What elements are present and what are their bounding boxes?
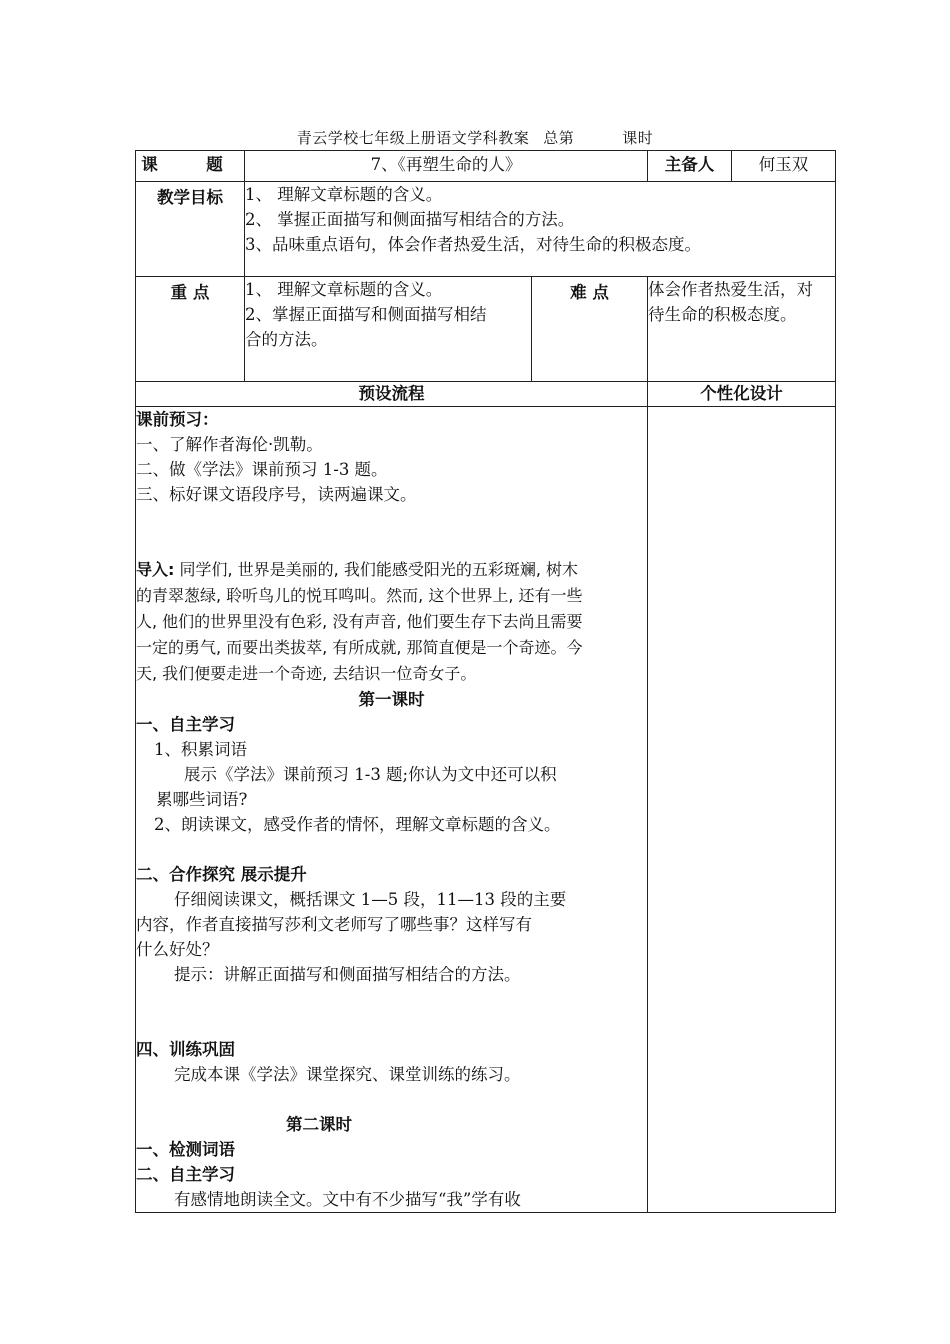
- section-cooperate: 二、合作探究 展示提升: [136, 865, 307, 884]
- preview-item: 一、了解作者海伦·凯勒。: [136, 435, 323, 454]
- section-text: 内容，作者直接描写莎利文老师写了哪些事？这样写有: [136, 915, 532, 934]
- section-item-desc: 展示《学法》课前预习 1-3 题;你认为文中还可以积: [184, 765, 557, 784]
- column-header-row: [136, 382, 836, 407]
- intro-line: 同学们, 世界是美丽的, 我们能感受阳光的五彩斑斓, 树木: [174, 560, 579, 579]
- objective-item: 1、 理解文章标题的含义。: [245, 185, 443, 204]
- intro-line: 人, 他们的世界里没有色彩, 没有声音, 他们要生存下去尚且需要: [136, 612, 583, 631]
- preview-title: 课前预习：: [136, 410, 219, 429]
- difficulty-line: 体会作者热爱生活，对: [648, 280, 814, 299]
- school-title: 青云学校七年级上册语文学科教案: [296, 129, 530, 147]
- difficulty-label: 难 点: [532, 277, 648, 382]
- objective-item: 3、品味重点语句，体会作者热爱生活，对待生命的积极态度。: [245, 235, 701, 254]
- lesson-title: 7、《再塑生命的人》: [245, 151, 648, 182]
- difficulty-content: [648, 277, 836, 382]
- section-item: 2、朗读课文，感受作者的情怀，理解文章标题的含义。: [154, 815, 561, 834]
- lesson2-title: 第二课时: [286, 1115, 352, 1134]
- objectives-content: [245, 182, 836, 277]
- intro-paragraph: [136, 557, 647, 583]
- preview-item: 二、做《学法》课前预习 1-3 题。: [136, 460, 388, 479]
- objective-item: 2、 掌握正面描写和侧面描写相结合的方法。: [245, 210, 575, 229]
- preview-item: 三、标好课文语段序号，读两遍课文。: [136, 485, 417, 504]
- difficulty-line: 待生命的积极态度。: [648, 305, 797, 324]
- topic-row: [136, 151, 836, 182]
- section-practice: 四、训练巩固: [136, 1040, 235, 1059]
- flow-content: [136, 407, 648, 1213]
- key-points-content: [245, 277, 532, 382]
- lesson-plan-table: [135, 150, 836, 1213]
- key-points-row: [136, 277, 836, 382]
- page-header: [0, 127, 950, 148]
- preparer-label: 主备人: [648, 151, 732, 182]
- section-self-study-2: 二、自主学习: [136, 1165, 235, 1184]
- objectives-row: [136, 182, 836, 277]
- key-points-label: 重 点: [136, 277, 245, 382]
- section-item-desc: 累哪些词语?: [156, 790, 248, 809]
- personal-design-header: 个性化设计: [648, 382, 836, 407]
- key-point-line: 合的方法。: [245, 330, 328, 349]
- personal-design-content: [648, 407, 836, 1213]
- lesson1-title: 第一课时: [358, 690, 425, 709]
- lesson-unit: 课时: [622, 129, 654, 147]
- section-text: 有感情地朗读全文。文中有不少描写“我”学有收: [174, 1190, 521, 1209]
- intro-line: 的青翠葱绿, 聆听鸟儿的悦耳鸣叫。然而, 这个世界上, 还有一些: [136, 586, 583, 605]
- section-text: 仔细阅读课文，概括课文 1—5 段，11—13 段的主要: [174, 890, 567, 909]
- flow-column-header: 预设流程: [136, 382, 648, 407]
- key-point-line: 2、掌握正面描写和侧面描写相结: [245, 305, 487, 324]
- section-self-study: 一、自主学习: [136, 715, 235, 734]
- topic-label: 课 题: [136, 151, 245, 182]
- total-label: 总第: [543, 129, 575, 147]
- section-hint: 提示：讲解正面描写和侧面描写相结合的方法。: [174, 965, 521, 984]
- intro-label: 导入:: [136, 560, 175, 579]
- section-text: 完成本课《学法》课堂探究、课堂训练的练习。: [174, 1065, 521, 1084]
- intro-line: 天, 我们便要走进一个奇迹, 去结识一位奇女子。: [136, 664, 477, 683]
- flow-row: [136, 407, 836, 1213]
- objectives-label: 教学目标: [136, 182, 245, 277]
- section-item: 1、积累词语: [154, 740, 247, 759]
- intro-line: 一定的勇气, 而要出类拔萃, 有所成就, 那简直便是一个奇迹。今: [136, 638, 583, 657]
- key-point-line: 1、 理解文章标题的含义。: [245, 280, 443, 299]
- preparer-name: 何玉双: [732, 151, 836, 182]
- section-text: 什么好处？: [136, 940, 219, 959]
- section-vocab-check: 一、检测词语: [136, 1140, 235, 1159]
